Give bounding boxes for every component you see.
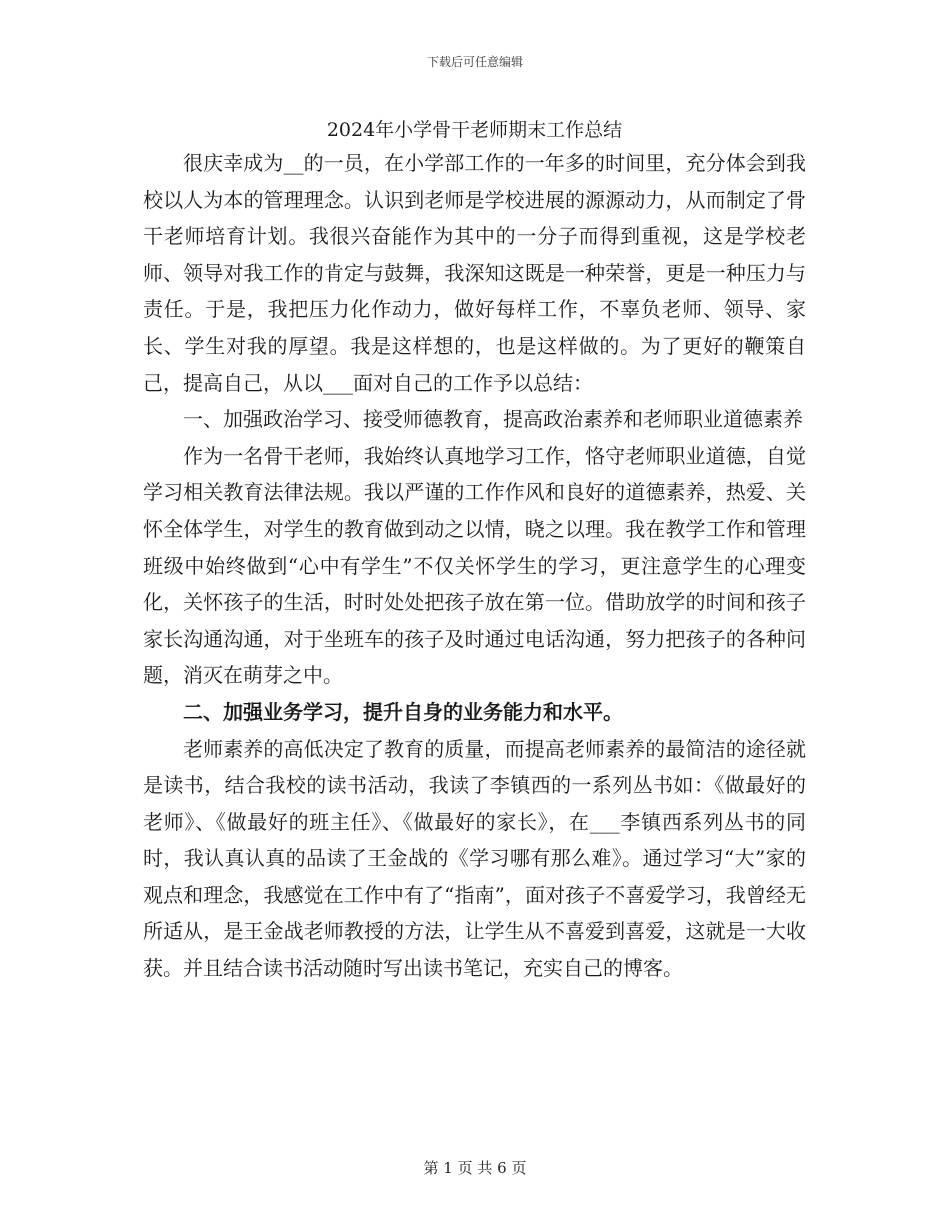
paragraph-section-1: 作为一名骨干老师，我始终认真地学习工作，恪守老师职业道德，自觉学习相关教育法律法规。我以严谨的工作作风和良好的道德素养，热爱、关怀全体学生，对学生的教育做到动之以情，晓之以理。我在教学工作和管理班级中始终做到“心中有学生”不仅关怀学生的学习，更注意学生的心理变化，关怀孩子的生活，时时处处把孩子放在第一位。借助放学的时间和孩子家长沟通沟通，对于坐班车的孩子及时通过电话沟通，努力把孩子的各种问题，消灭在萌芽之中。 [143,443,806,688]
page-header-note: 下载后可任意编辑 [426,55,523,69]
document-body [143,115,806,987]
document-title: 2024年小学骨干老师期末工作总结 [326,119,623,141]
section-heading-1: 一、加强政治学习、接受师德教育，提高政治素养和老师职业道德素养 [183,407,803,432]
section-heading-2: 二、加强业务学习，提升自身的业务能力和水平。 [183,699,623,724]
paragraph-intro: 很庆幸成为__的一员，在小学部工作的一年多的时间里，充分体会到我校以人为本的管理理念。认识到老师是学校进展的源源动力，从而制定了骨干老师培育计划。我很兴奋能作为其中的一分子而得到重视，这是学校老师、领导对我工作的肯定与鼓舞，我深知这既是一种荣誉，更是一种压力与责任。于是，我把压力化作动力，做好每样工作，不辜负老师、领导、家长、学生对我的厚望。我是这样想的，也是这样做的。为了更好的鞭策自己，提高自己，从以___面对自己的工作予以总结： [143,151,806,395]
paragraph-section-2: 老师素养的高低决定了教育的质量，而提高老师素养的最简洁的途径就是读书，结合我校的读书活动，我读了李镇西的一系列丛书如：《做最好的老师》、《做最好的班主任》、《做最好的家长》，在___李镇西系列丛书的同时，我认真认真的品读了王金战的《学习哪有那么难》。通过学习“大”家的观点和理念，我感觉在工作中有了“指南”，面对孩子不喜爱学习，我曾经无所适从，是王金战老师教授的方法，让学生从不喜爱到喜爱，这就是一大收获。并且结合读书活动随时写出读书笔记，充实自己的博客。 [143,736,806,981]
page-number: 第 1 页 共 6 页 [423,1159,527,1177]
